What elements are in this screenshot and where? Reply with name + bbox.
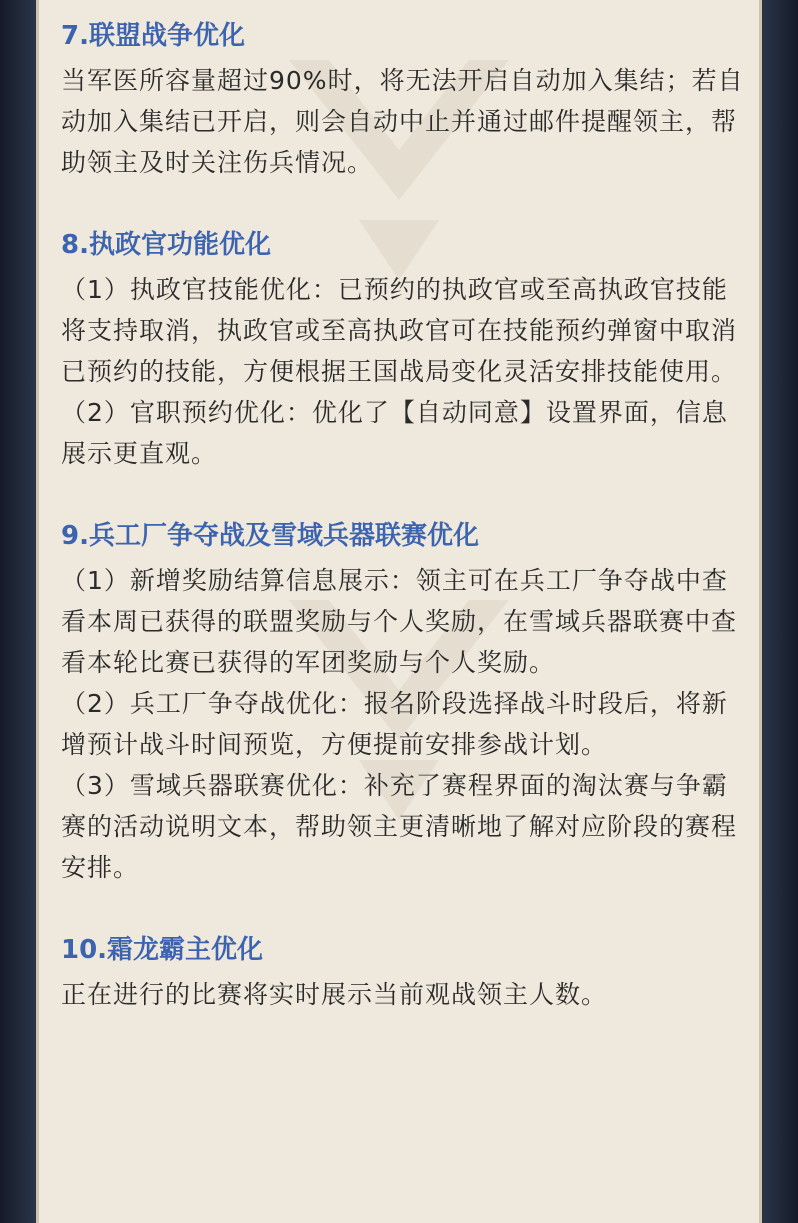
section-paragraph: 当军医所容量超过90%时，将无法开启自动加入集结；若自动加入集结已开启，则会自动中止并通过邮件提醒领主，帮助领主及时关注伤兵情况。 — [61, 66, 744, 177]
article-panel — [36, 0, 762, 1223]
section-title-arsenal: 9.兵工厂争夺战及雪域兵器联赛优化 — [61, 521, 479, 551]
section-paragraph: （1）执政官技能优化：已预约的执政官或至高执政官技能将支持取消，执政官或至高执政官可在技能预约弹窗中取消已预约的技能，方便根据王国战局变化灵活安排技能使用。 — [61, 275, 738, 386]
section-title-frost-dragon: 10.霜龙霸主优化 — [61, 935, 264, 965]
section-paragraph: （3）雪域兵器联赛优化：补充了赛程界面的淘汰赛与争霸赛的活动说明文本，帮助领主更清晰地了解对应阶段的赛程安排。 — [61, 771, 738, 882]
section-title-alliance-war: 7.联盟战争优化 — [61, 21, 245, 51]
section-title-governor: 8.执政官功能优化 — [61, 230, 271, 260]
section-paragraph: （2）官职预约优化：优化了【自动同意】设置界面，信息展示更直观。 — [61, 398, 728, 468]
left-frame — [0, 0, 36, 1223]
section-paragraph: （1）新增奖励结算信息展示：领主可在兵工厂争夺战中查看本周已获得的联盟奖励与个人奖励，在雪域兵器联赛中查看本轮比赛已获得的军团奖励与个人奖励。 — [61, 566, 738, 677]
article-content — [61, 12, 751, 1015]
section-paragraph: 正在进行的比赛将实时展示当前观战领主人数。 — [61, 980, 608, 1009]
section-paragraph: （2）兵工厂争夺战优化：报名阶段选择战斗时段后，将新增预计战斗时间预览，方便提前安排参战计划。 — [61, 689, 728, 759]
right-frame — [762, 0, 798, 1223]
